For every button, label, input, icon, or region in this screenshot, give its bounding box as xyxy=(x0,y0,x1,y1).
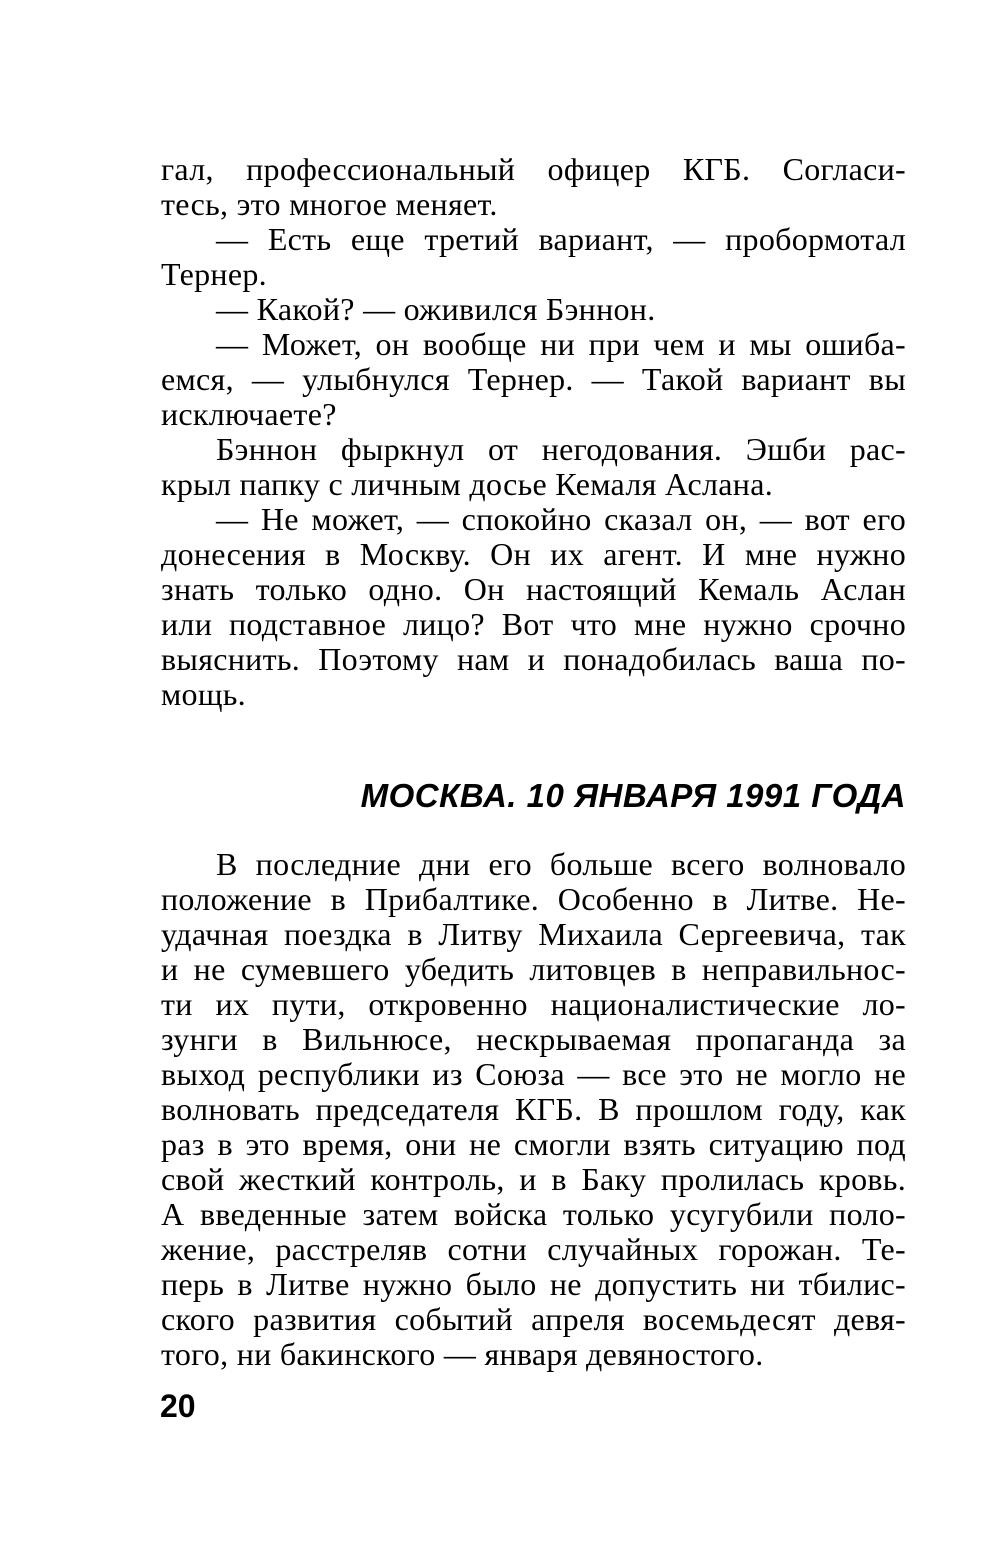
text-line: удачная поездка в Литву Михаила Сергеевича, так xyxy=(161,917,906,952)
text-line: зунги в Вильнюсе, нескрываемая пропаганда за xyxy=(161,1022,906,1057)
text-line: знать только одно. Он настоящий Кемаль Аслан xyxy=(161,572,906,607)
text-line: донесения в Москву. Он их агент. И мне нужно xyxy=(161,537,906,572)
text-line: ского развития событий апреля восемьдесят девя- xyxy=(161,1302,906,1337)
text-line: раз в это время, они не смогли взять ситуацию под xyxy=(161,1127,906,1162)
text-line: — Какой? — оживился Бэннон. xyxy=(216,292,656,327)
text-line: тесь, это многое меняет. xyxy=(161,187,498,222)
text-line: или подставное лицо? Вот что мне нужно срочно xyxy=(161,607,906,642)
text-block-before-heading xyxy=(161,152,906,712)
text-line: Бэннон фыркнул от негодования. Эшби рас- xyxy=(216,432,906,467)
text-block-after-heading xyxy=(161,847,906,1372)
text-line: — Есть еще третий вариант, — пробормотал xyxy=(216,222,906,257)
text-line: гал, профессиональный офицер КГБ. Согласи- xyxy=(161,152,906,187)
text-line: перь в Литве нужно было не допустить ни тбилис- xyxy=(161,1267,906,1302)
text-line: — Не может, — спокойно сказал он, — вот его xyxy=(216,502,906,537)
text-line: свой жесткий контроль, и в Баку пролилась кровь. xyxy=(161,1162,906,1197)
text-line: волновать председателя КГБ. В прошлом году, как xyxy=(161,1092,906,1127)
text-line: жение, расстреляв сотни случайных горожан. Те- xyxy=(161,1232,906,1267)
page-number: 20 xyxy=(160,1388,196,1424)
text-line: выход республики из Союза — все это не могло не xyxy=(161,1057,906,1092)
text-line: — Может, он вообще ни при чем и мы ошиба- xyxy=(216,327,906,362)
section-heading: МОСКВА. 10 ЯНВАРЯ 1991 ГОДА xyxy=(360,777,906,814)
text-line: исключаете? xyxy=(161,397,337,432)
text-line: мощь. xyxy=(161,677,246,712)
text-line: и не сумевшего убедить литовцев в неправильнос- xyxy=(161,952,906,987)
text-line: крыл папку с личным досье Кемаля Аслана. xyxy=(161,467,774,502)
text-line: выяснить. Поэтому нам и понадобилась ваша по- xyxy=(161,642,906,677)
text-line: Тернер. xyxy=(161,257,267,292)
text-line: положение в Прибалтике. Особенно в Литве. Не- xyxy=(161,882,906,917)
text-line: ти их пути, откровенно националистические ло- xyxy=(161,987,906,1022)
text-line: емся, — улыбнулся Тернер. — Такой вариант вы xyxy=(161,362,906,397)
text-line: того, ни бакинского — января девяностого. xyxy=(161,1337,764,1372)
text-line: В последние дни его больше всего волновало xyxy=(216,847,906,882)
text-line: А введенные затем войска только усугубили поло- xyxy=(161,1197,906,1232)
